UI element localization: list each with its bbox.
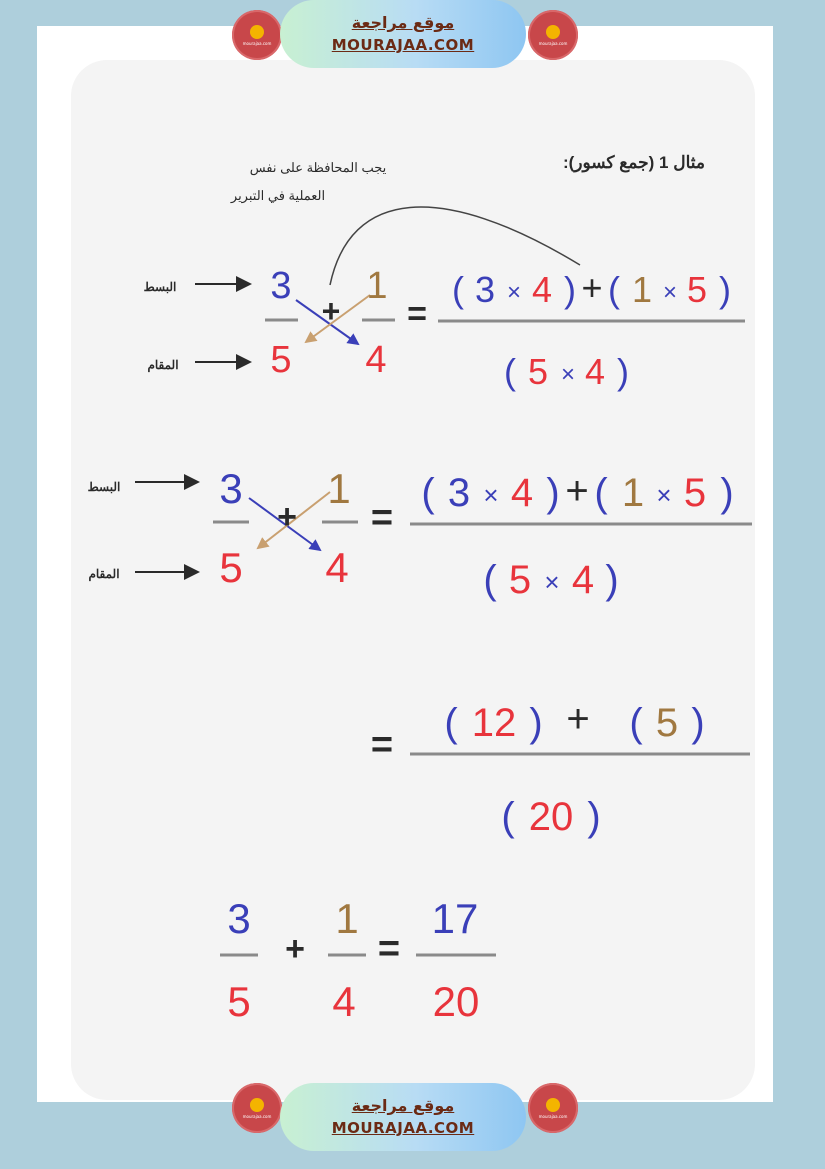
result-equals: = [377,928,401,970]
logo-text: mourajaa.com [242,40,272,46]
svg-text:×: × [662,279,678,306]
svg-text:): ) [564,269,576,310]
result-plus: + [285,930,305,968]
example-title: مثال 1 (جمع كسور): [562,153,705,172]
expr-numerator-3 [444,697,704,745]
logo-text: mourajaa.com [538,40,568,46]
plus-sign: + [321,293,341,329]
svg-text:5: 5 [508,558,532,602]
site-domain[interactable]: MOURAJAA.COM [331,1119,475,1137]
frac-a-num-2: 3 [219,465,243,512]
svg-text:(: ( [594,471,608,515]
svg-text:+: + [566,697,590,741]
svg-text:): ) [719,269,731,310]
svg-text:20: 20 [528,795,574,839]
svg-text:): ) [546,471,560,515]
result-den: 20 [432,978,480,1025]
frac-b-den: 4 [365,339,387,381]
logo-text: mourajaa.com [538,1113,568,1119]
expr-denominator-3 [501,795,600,839]
svg-text:4: 4 [571,558,595,602]
svg-text:): ) [605,558,619,602]
svg-text:3: 3 [447,471,471,515]
svg-text:): ) [529,701,543,745]
result-b-num: 1 [335,895,359,942]
svg-text:(: ( [452,269,464,310]
svg-text:5: 5 [655,701,679,745]
label-numerator-2: البسط [87,480,121,494]
svg-text:4: 4 [584,351,606,392]
svg-text:×: × [506,279,522,306]
svg-text:×: × [560,361,576,388]
svg-text:3: 3 [474,269,496,310]
site-domain[interactable]: MOURAJAA.COM [331,36,475,54]
svg-text:1: 1 [621,471,645,515]
svg-text:5: 5 [683,471,707,515]
site-name-ar[interactable]: موقع مراجعة [351,1096,455,1115]
svg-text:×: × [544,567,560,597]
frac-a-num: 3 [270,265,292,307]
expr-denominator-2 [483,558,618,602]
frac-b-num: 1 [366,265,388,307]
svg-text:(: ( [504,351,516,392]
svg-text:): ) [587,795,601,839]
frac-a-den: 5 [270,339,292,381]
svg-text:(: ( [444,701,458,745]
svg-text:): ) [691,701,705,745]
svg-text:4: 4 [510,471,534,515]
svg-text:×: × [656,480,672,510]
frac-a-den-2: 5 [219,544,243,591]
equals-sign: = [407,295,427,333]
frac-b-num-2: 1 [327,465,351,512]
svg-text:1: 1 [631,269,653,310]
equals-sign-3: = [370,724,394,766]
label-denominator-2: المقام [88,567,120,581]
result-a-num: 3 [227,895,251,942]
svg-text:×: × [483,480,499,510]
svg-text:(: ( [483,558,497,602]
equals-sign-2: = [370,497,394,539]
svg-text:(: ( [629,701,643,745]
svg-text:+: + [565,469,589,513]
svg-text:5: 5 [686,269,708,310]
svg-text:(: ( [421,471,435,515]
svg-text:(: ( [501,795,515,839]
svg-text:4: 4 [531,269,553,310]
svg-text:5: 5 [527,351,549,392]
result-b-den: 4 [332,978,356,1025]
frac-b-den-2: 4 [325,544,349,591]
note-line-1: يجب المحافظة على نفس [249,160,387,175]
svg-text:): ) [617,351,629,392]
result-a-den: 5 [227,978,251,1025]
site-name-ar[interactable]: موقع مراجعة [351,13,455,32]
svg-text:(: ( [608,269,620,310]
svg-text:12: 12 [471,701,517,745]
expr-numerator-2 [421,469,733,515]
note-line-2: العملية في التبرير [230,188,326,203]
svg-text:): ) [720,471,734,515]
result-num: 17 [431,895,479,942]
svg-text:+: + [581,267,603,308]
expr-denominator-1 [504,351,629,392]
label-numerator: البسط [143,280,177,294]
expr-numerator-1 [452,267,731,310]
plus-sign-2: + [277,498,297,536]
label-denominator: المقام [147,358,179,372]
logo-text: mourajaa.com [242,1113,272,1119]
